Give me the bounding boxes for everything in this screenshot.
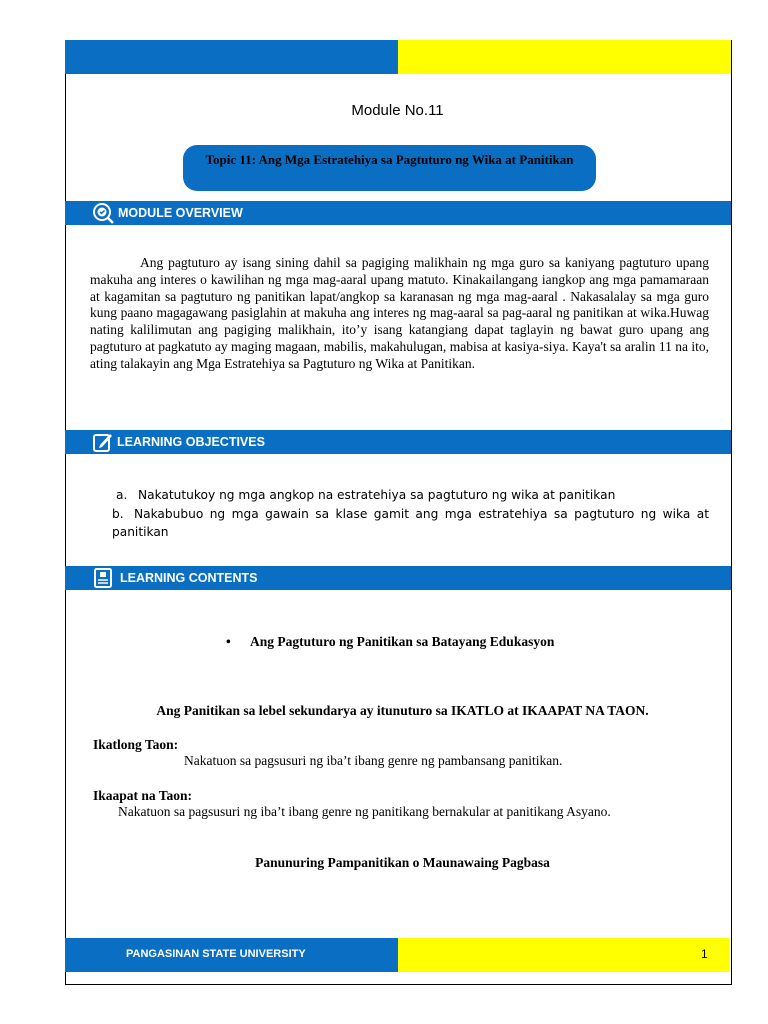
learning-contents-bar <box>65 566 731 590</box>
third-year-heading: Ikatlong Taon: <box>93 737 179 752</box>
header-band-blue <box>65 40 398 74</box>
fourth-year-text: Nakatuon sa pagsusuri ng iba’t ibang genre ng panitikang bernakular at panitikang Asyano. <box>118 804 611 819</box>
section-label-overview: MODULE OVERVIEW <box>118 206 243 220</box>
objectives-list <box>112 486 709 541</box>
module-overview-bar <box>65 201 731 225</box>
overview-text: Ang pagtuturo ay isang sining dahil sa pagiging malikhain ng mga guro sa kaniyang pagtuturo upang makuha ang interes o kawilihan ng mga mag-aaral upang matuto. Kinakailangang iangkop ang mga pamamaraan at kagamitan sa pagtuturo ng panitikan lapat/angkop sa karanasan ng mga mag-aaral . Nakasalalay sa mga guro kung paano magagawang pasiglahin at makuha ang interes ng mag-aaral sa pag-aaral ng panitikan at wika.Huwag nating kalilimutan ang pagiging malikhain, ito’y isang katangiang dapat taglayin ng bawat guro upang ang pagtuturo at pagkatuto ay maging magaan, mabilis, makahulugan, mabisa at kasiya-siya. Kaya't sa aralin 11 na ito, ating talakayin ang Mga Estratehiya sa Pagtuturo ng Wika at Panitikan. <box>90 255 709 371</box>
section-label-contents: LEARNING CONTENTS <box>120 571 258 585</box>
topic-title: Topic 11: Ang Mga Estratehiya sa Pagtuturo ng Wika at Panitikan <box>205 152 574 167</box>
overview-paragraph <box>90 255 709 373</box>
footer-university: PANGASINAN STATE UNIVERSITY <box>126 948 306 960</box>
fourth-year-heading: Ikaapat na Taon: <box>93 788 193 803</box>
closing-heading: Panunuring Pampanitikan o Maunawaing Pagbasa <box>255 855 550 870</box>
topic-banner <box>183 145 596 191</box>
objective-text: Nakabubuo ng mga gawain sa klase gamit ang mga estratehiya sa pagtuturo ng wika at panitikan <box>112 507 709 539</box>
list-item <box>112 486 709 504</box>
third-year-text: Nakatuon sa pagsusuri ng iba’t ibang genre ng pambansang panitikan. <box>184 753 563 768</box>
footer-band-yellow <box>398 938 730 972</box>
objective-marker: a. <box>116 488 128 502</box>
document-icon <box>92 567 114 589</box>
edit-icon <box>92 431 114 453</box>
page-number: 1 <box>701 947 708 961</box>
objective-marker: b. <box>112 507 124 521</box>
module-title: Module No.11 <box>351 102 444 119</box>
objective-text: Nakatutukoy ng mga angkop na estratehiya sa pagtuturo ng wika at panitikan <box>138 488 616 502</box>
content-bullet <box>226 634 554 650</box>
list-item <box>112 505 709 541</box>
learning-objectives-bar <box>65 430 731 454</box>
header-band-yellow <box>398 40 731 74</box>
content-statement: Ang Panitikan sa lebel sekundarya ay itunuturo sa IKATLO at IKAAPAT NA TAON. <box>156 703 649 718</box>
bullet-icon: • <box>226 634 231 649</box>
search-icon <box>92 202 114 224</box>
section-label-objectives: LEARNING OBJECTIVES <box>117 435 265 449</box>
bullet-text: Ang Pagtuturo ng Panitikan sa Batayang Edukasyon <box>250 634 555 649</box>
